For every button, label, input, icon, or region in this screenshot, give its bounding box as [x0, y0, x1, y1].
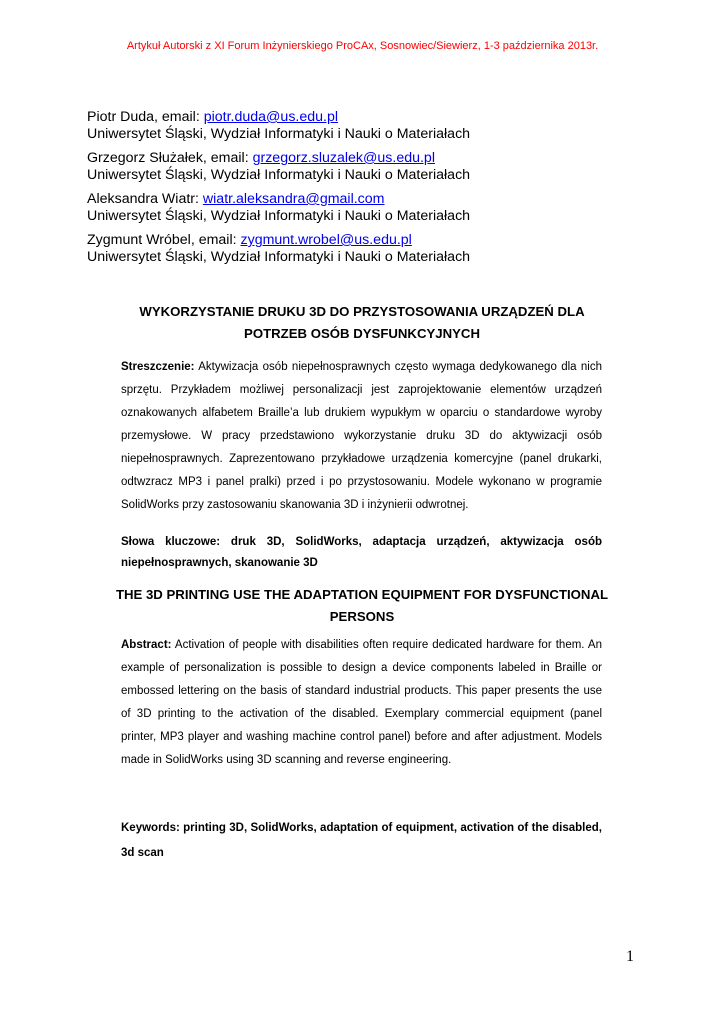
title-line: THE 3D PRINTING USE THE ADAPTATION EQUIPMENT FOR DYSFUNCTIONAL: [115, 587, 609, 602]
author-affiliation: Uniwersytet Śląski, Wydział Informatyki i Nauki o Materiałach: [87, 166, 471, 183]
author-email-link[interactable]: wiatr.aleksandra@gmail.com: [202, 191, 385, 207]
paper-title-polish: [87, 301, 637, 345]
author-list: [87, 109, 647, 273]
author-affiliation: Uniwersytet Śląski, Wydział Informatyki i Nauki o Materiałach: [87, 207, 471, 224]
author-name: Grzegorz Służałek, email:: [87, 150, 253, 166]
title-line: PERSONS: [329, 609, 395, 624]
author-entry: [87, 150, 647, 183]
author-entry: [87, 109, 647, 142]
abstract-text: Activation of people with disabilities often require dedicated hardware for them. An example of personalization is possible to design a device components labeled in Braille or embossed lettering on the basis of standard industrial products. This paper presents the use of 3D printing to the activation of the disabled. Exemplary commercial equipment (panel printer, MP3 player and washing machine control panel) before and after adjustment. Models made in SolidWorks using 3D scanning and reverse engineering.: [121, 639, 602, 766]
author-name: Piotr Duda, email:: [87, 109, 204, 125]
abstract-text: Aktywizacja osób niepełnosprawnych często wymaga dedykowanego dla nich sprzętu. Przykładem możliwej personalizacji jest zaprojektowanie elementów urządzeń oznakowanych alfabetem Braille’a lub drukiem wypukłym w oparciu o standardowe wyroby przemysłowe. W pracy przedstawiono wykorzystanie druku 3D do aktywizacji osób niepełnosprawnych. Zaprezentowano przykładowe urządzenia komercyjne (panel drukarki, odtwzracz MP3 i panel pralki) przed i po przystosowaniu. Modele wykonano w programie SolidWorks przy zastosowaniu skanowania 3D i inżynierii odwrotnej.: [121, 361, 602, 511]
author-affiliation: Uniwersytet Śląski, Wydział Informatyki i Nauki o Materiałach: [87, 248, 471, 265]
abstract-polish: [121, 356, 602, 517]
abstract-label: Streszczenie:: [121, 361, 195, 373]
title-line: POTRZEB OSÓB DYSFUNKCYJNYCH: [244, 326, 480, 341]
author-email-link[interactable]: grzegorz.sluzalek@us.edu.pl: [252, 150, 435, 166]
page-number: 1: [626, 948, 634, 965]
keywords-english: Keywords: printing 3D, SolidWorks, adaptation of equipment, activation of the disabled, 3d scan: [121, 822, 602, 859]
keywords-polish: Słowa kluczowe: druk 3D, SolidWorks, adaptacja urządzeń, aktywizacja osób niepełnosprawnych, skanowanie 3D: [121, 536, 602, 569]
author-entry: [87, 232, 647, 265]
abstract-label: Abstract:: [121, 639, 172, 651]
title-line: WYKORZYSTANIE DRUKU 3D DO PRZYSTOSOWANIA URZĄDZEŃ DLA: [139, 304, 585, 319]
author-entry: [87, 191, 647, 224]
author-email-link[interactable]: piotr.duda@us.edu.pl: [203, 109, 339, 125]
paper-title-english: [87, 584, 637, 628]
author-name: Aleksandra Wiatr:: [87, 191, 203, 207]
author-email-link[interactable]: zygmunt.wrobel@us.edu.pl: [240, 232, 412, 248]
abstract-english: [121, 634, 602, 772]
author-name: Zygmunt Wróbel, email:: [87, 232, 241, 248]
author-affiliation: Uniwersytet Śląski, Wydział Informatyki i Nauki o Materiałach: [87, 125, 471, 142]
conference-header: Artykuł Autorski z XI Forum Inżynierskiego ProCAx, Sosnowiec/Siewierz, 1-3 października 2013r.: [126, 40, 599, 52]
